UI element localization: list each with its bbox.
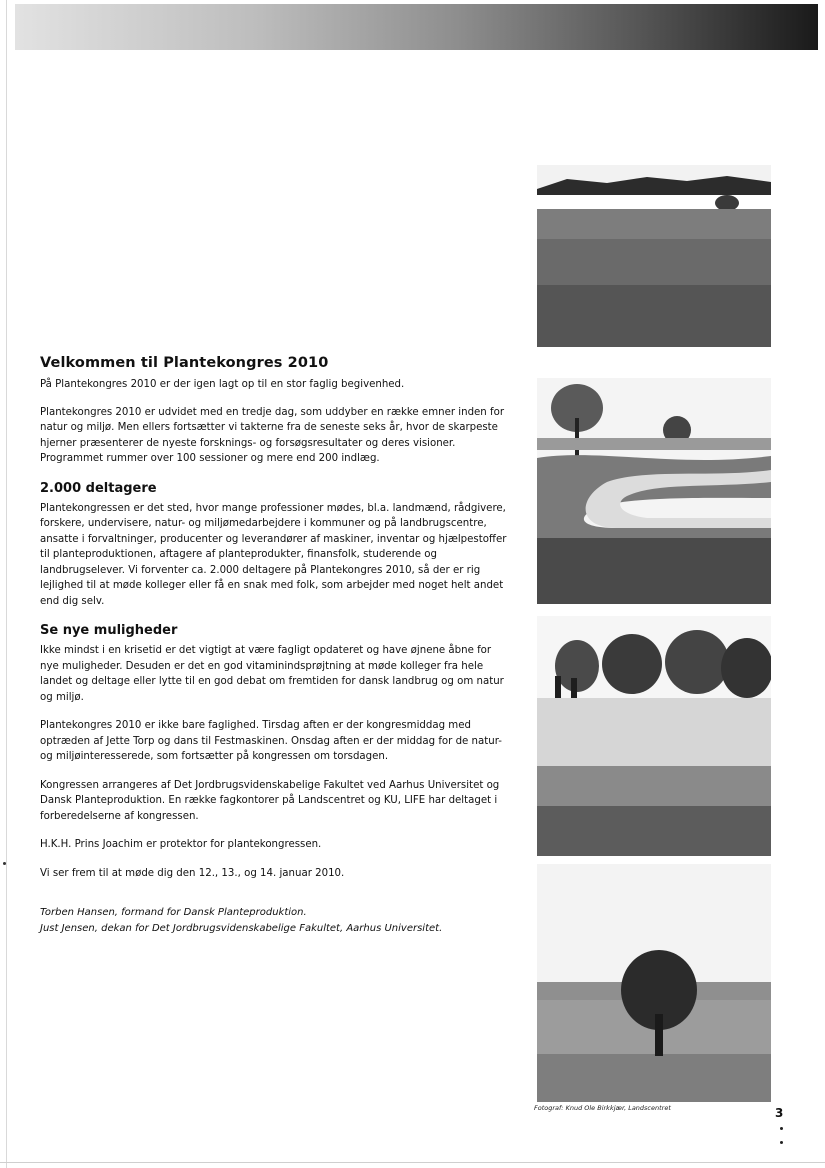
body-paragraph: H.K.H. Prins Joachim er protektor for plantekongressen. (40, 839, 322, 850)
photo-lone-tree (537, 864, 771, 1102)
section-heading-participants: 2.000 deltagere (40, 480, 157, 496)
photo-field-lake (537, 165, 771, 347)
body-paragraph: Plantekongres 2010 er ikke bare faglighed. Tirsdag aften er der kongresmiddag med optræden af Jette Torp og dans til Festmaskinen. Onsdag aften er der middag for de natur- og miljøinteresserede, som fortsætter på kongressen om torsdagen. (40, 720, 502, 762)
article-body (40, 355, 512, 936)
intro-paragraph: På Plantekongres 2010 er der igen lagt op til en stor faglig begivenhed. (40, 379, 405, 390)
header-gradient-bar (15, 4, 818, 50)
page-number: 3 (775, 1106, 784, 1120)
photo-caption: Fotograf: Knud Ole Birkkjær, Landscentret (534, 1104, 671, 1112)
margin-mark (3, 862, 6, 865)
signature-line: Torben Hansen, formand for Dansk Planteproduktion. (40, 907, 307, 918)
signature-block (40, 905, 512, 936)
body-paragraph: Plantekongressen er det sted, hvor mange professioner mødes, bl.a. landmænd, rådgivere, forskere, undervisere, natur- og miljømedarbejdere i kommuner og på landbrugscentre, ansatte i forvaltninger, producenter og leverandører af maskiner, inventar og hjælpestoffer til planteproduktionen, aftagere af planteprodukter, finansfolk, studerende og landbrugselever. Vi forventer ca. 2.000 deltagere på Plantekongres 2010, så der er rig lejlighed til at møde kolleger eller få en snak med folk, som arbejder med noget helt andet end dig selv. (40, 502, 507, 607)
photo-grass-trees (537, 616, 771, 856)
decorative-dot (780, 1141, 783, 1144)
decorative-dot (780, 1127, 783, 1130)
section-heading-opportunities: Se nye muligheder (40, 623, 178, 638)
signature-line: Just Jensen, dekan for Det Jordbrugsvidenskabelige Fakultet, Aarhus Universitet. (40, 922, 443, 934)
page-edge-left (6, 0, 7, 1168)
photo-winding-path (537, 378, 771, 604)
body-paragraph: Kongressen arrangeres af Det Jordbrugsvidenskabelige Fakultet ved Aarhus Universitet og Dansk Planteproduktion. En række fagkontorer på Landscentret og KU, LIFE har deltaget i forberedelserne af kongressen. (40, 779, 500, 822)
page-edge-bottom (0, 1162, 825, 1163)
section-heading-welcome: Velkommen til Plantekongres 2010 (40, 355, 329, 371)
body-paragraph: Vi ser frem til at møde dig den 12., 13., og 14. januar 2010. (40, 867, 345, 879)
body-paragraph: Ikke mindst i en krisetid er det vigtigt at være fagligt opdateret og have øjnene åbne for nye muligheder. Desuden er det en god vitaminindsprøjtning at møde kolleger fra hele landet og deltage eller lytte til en god debat om fremtiden for dansk landbrug og om natur og miljø. (40, 645, 504, 703)
body-paragraph: Plantekongres 2010 er udvidet med en tredje dag, som uddyber en række emner inden for natur og miljø. Men ellers fortsætter vi takterne fra de seneste seks år, hvor de skarpeste hjerner præsenterer de nyeste forsknings- og forsøgsresultater og deres visioner. Programmet rummer over 100 sessioner og mere end 200 indlæg. (40, 406, 505, 464)
